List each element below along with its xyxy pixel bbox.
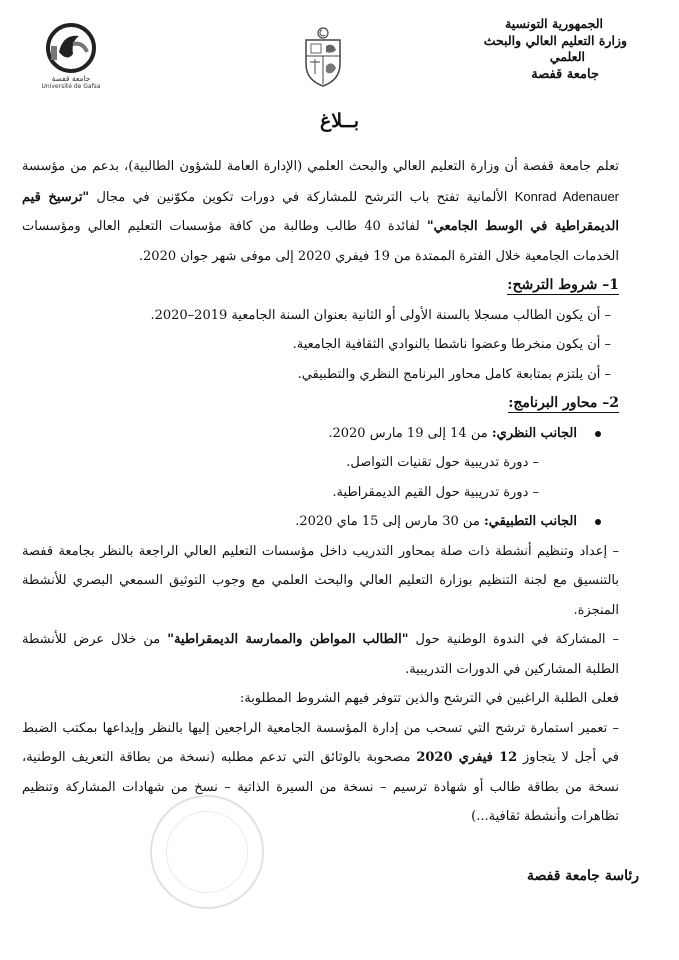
condition-item: – أن يكون منخرطا وعضوا ناشطا بالنوادي الثقافية الجامعية. [292,337,611,352]
intro-text-1: تعلم جامعة قفصة أن وزارة التعليم العالي والبحث العلمي (الإدارة العامة للشؤون الطالبية)، بدعم من مؤسسة [22,159,619,174]
university-logo [38,22,104,92]
practice-paragraph-2 [22,625,619,684]
intro-paragraph [22,152,619,271]
closing-paragraph-1: فعلى الطلبة الراغبين في الترشح والذين تتوفر فيهم الشروط المطلوبة: [239,691,619,706]
logo-caption-ar: جامعة قفصة [51,74,91,83]
closing-paragraph-2 [22,714,619,832]
deadline-date: 12 فيفري 2020 [416,750,518,765]
section-2-heading [22,389,619,419]
training-theme: "ترسيخ قيم الديمقراطية في الوسط الجامعي" [22,189,619,234]
section-2-heading-text: 2– محاور البرنامج: [508,395,619,411]
section-1-heading-text: 1– شروط الترشح: [507,277,619,293]
practice-p2-text-a: – المشاركة في الندوة الوطنية حول [415,632,619,647]
practice-bullet [22,507,619,537]
practice-dates: من 30 مارس إلى 15 ماي 2020. [295,514,480,529]
university-logo-icon [43,22,99,74]
condition-item: – أن يكون الطالب مسجلا بالسنة الأولى أو الثانية بعنوان السنة الجامعية 2019–2020. [150,307,611,323]
faded-stamp [150,795,264,909]
practice-p2-text-b: من خلال عرض للأنشطة الطلبة المشاركين في الدورات التدريبية. [22,632,619,677]
practice-paragraph-1: – إعداد وتنظيم أنشطة ذات صلة بمحاور التدريب داخل مؤسسات التعليم العالي الراجعة بالنظر بجامعة قفصة بالتنسيق مع لجنة التنظيم بوزارة التعليم العالي والبحث العلمي مع وجوب التوثيق السمعي البصري للأنشطة المنجزة. [22,543,619,618]
logo-caption-fr: Université de Gafsa [41,83,101,90]
theory-item: – دورة تدريبية حول القيم الديمقراطية. [332,484,539,500]
organization-name: Konrad Adenauer [514,188,620,204]
announcement-body [22,152,619,832]
theory-dates: من 14 إلى 19 مارس 2020. [328,425,488,441]
theory-bullet [22,419,619,449]
conference-theme: "الطالب المواطن والممارسة الديمقراطية" [167,632,409,647]
intro-text-2: الألمانية تفتح باب الترشح للمشاركة في دورات تكوين مكوّنين في مجال [96,189,508,205]
closing-p2-text-a: – تعمير استمارة ترشح التي تسحب من إدارة المؤسسة الجامعية الراجعين إليها بالنظر وإيداعها بمكتب الضبط في أجل لا يتجاوز [22,720,619,765]
condition-item: – أن يلتزم بمتابعة كامل محاور البرنامج النظري والتطبيقي. [297,366,611,382]
university-name: جامعة قفصة [531,67,599,82]
ministry-name-line1: وزارة التعليم العالي والبحث [483,33,627,48]
ministry-name-line2: العلمي [549,49,585,64]
theory-item: – دورة تدريبية حول تقنيات التواصل. [346,455,539,470]
document-title: بــلاغ [319,110,360,132]
republic-name: الجمهورية التونسية [505,16,603,31]
letterhead [437,14,627,84]
theory-label: الجانب النظري: [491,425,577,441]
section-1-heading [22,271,619,301]
practice-label: الجانب التطبيقي: [483,514,577,529]
intro-text-3: لفائدة 40 طالب وطالبة من كافة مؤسسات التعليم العالي ومؤسسات الخدمات الجامعية خلال الفترة الممتدة من 19 فيفري 2020 إلى موفى شهر جوان 2020. [22,219,619,264]
tunisia-coat-of-arms-icon [296,26,350,88]
signature-line: رئاسة جامعة قفصة [526,868,639,884]
closing-p2-text-b: مصحوبة بالوثائق التي تدعم مطلبه (نسخة من بطاقة التعريف الوطنية، نسخة من بطاقة طالب أو شهادة ترسيم – نسخة من السيرة الذاتية – نسخ من شهادات المشاركة وتنظيم تظاهرات وأنشطة ثقافية...) [22,750,619,824]
